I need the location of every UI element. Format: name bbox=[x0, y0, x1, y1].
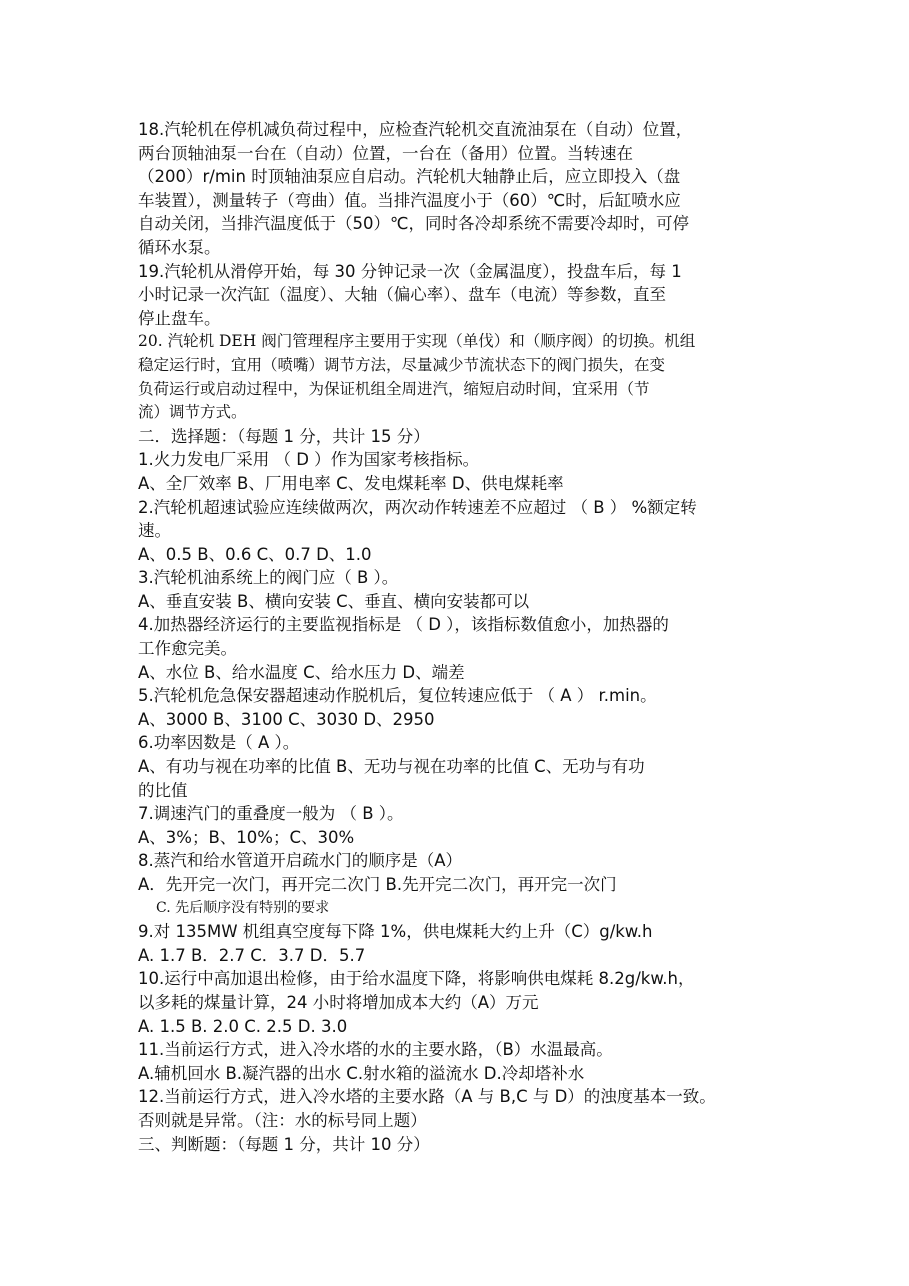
text-line: 9.对 135MW 机组真空度每下降 1%，供电煤耗大约上升（C）g/kw.h bbox=[138, 922, 653, 942]
text-line: A、有功与视在功率的比值 B、无功与视在功率的比值 C、无功与有功 bbox=[138, 757, 645, 777]
text-line: A、0.5 B、0.6 C、0.7 D、1.0 bbox=[138, 544, 372, 564]
text-line: 6.功率因数是（ A ）。 bbox=[138, 733, 300, 753]
text-line: 两台顶轴油泵一台在（自动）位置，一台在（备用）位置。当转速在 bbox=[138, 143, 633, 163]
text-line: A、全厂效率 B、厂用电率 C、发电煤耗率 D、供电煤耗率 bbox=[138, 473, 564, 493]
text-line: C. 先后顺序没有特别的要求 bbox=[156, 899, 330, 916]
text-line: A、垂直安装 B、横向安装 C、垂直、横向安装都可以 bbox=[138, 591, 530, 611]
text-line: 工作愈完美。 bbox=[138, 639, 237, 659]
document-page bbox=[138, 118, 788, 1156]
text-line: 小时记录一次汽缸（温度）、大轴（偏心率）、盘车（电流）等参数，直至 bbox=[138, 285, 666, 305]
text-line: 19.汽轮机从滑停开始，每 30 分钟记录一次（金属温度），投盘车后，每 1 bbox=[138, 261, 682, 281]
text-line: 20. 汽轮机 DEH 阀门管理程序主要用于实现（单伐）和（顺序阀）的切换。机组 bbox=[138, 332, 696, 351]
text-line: A、3%；B、10%；C、30% bbox=[138, 827, 355, 847]
text-line: A. 1.7 B．2.7 C．3.7 D．5.7 bbox=[138, 945, 366, 965]
text-line: 8.蒸汽和给水管道开启疏水门的顺序是（A） bbox=[138, 851, 463, 871]
text-line: 的比值 bbox=[138, 780, 188, 800]
text-line: 11.当前运行方式，进入冷水塔的水的主要水路，（B）水温最高。 bbox=[138, 1040, 613, 1060]
text-line: 流）调节方式。 bbox=[138, 403, 247, 422]
text-line: （200）r/min 时顶轴油泵应自启动。汽轮机大轴静止后，应立即投入（盘 bbox=[138, 167, 681, 187]
text-line: 4.加热器经济运行的主要监视指标是 （ D ），该指标数值愈小，加热器的 bbox=[138, 615, 669, 635]
text-line: A.辅机回水 B.凝汽器的出水 C.射水箱的溢流水 D.冷却塔补水 bbox=[138, 1063, 585, 1083]
text-line: 18.汽轮机在停机减负荷过程中，应检查汽轮机交直流油泵在（自动）位置， bbox=[138, 120, 693, 139]
text-line: 循环水泵。 bbox=[138, 237, 221, 257]
text-line: 5.汽轮机危急保安器超速动作脱机后，复位转速应低于 （ A ） r.min。 bbox=[138, 686, 657, 706]
text-line: 车装置），测量转子（弯曲）值。当排汽温度小于（60）℃时，后缸喷水应 bbox=[138, 190, 681, 210]
text-line: 1.火力发电厂采用 （ D ）作为国家考核指标。 bbox=[138, 450, 480, 470]
text-line: 否则就是异常。（注：水的标号同上题） bbox=[138, 1110, 427, 1130]
text-line: 12.当前运行方式，进入冷水塔的主要水路（A 与 B,C 与 D）的浊度基本一致。 bbox=[138, 1087, 716, 1107]
text-line: A. 1.5 B. 2.0 C. 2.5 D. 3.0 bbox=[138, 1016, 348, 1036]
text-line: A、水位 B、给水温度 C、给水压力 D、端差 bbox=[138, 662, 465, 682]
text-line: 负荷运行或启动过程中，为保证机组全周进汽，缩短启动时间，宜采用（节 bbox=[138, 379, 650, 398]
text-line: 7.调速汽门的重叠度一般为 （ B ）。 bbox=[138, 804, 404, 824]
text-line: 停止盘车。 bbox=[138, 308, 221, 328]
text-line: 稳定运行时，宜用（喷嘴）调节方法，尽量减少节流状态下的阀门损失，在变 bbox=[138, 355, 666, 374]
text-line: 3.汽轮机油系统上的阀门应（ B ）。 bbox=[138, 568, 399, 588]
text-line: A．先开完一次门，再开完二次门 B.先开完二次门，再开完一次门 bbox=[138, 875, 617, 894]
section-heading: 三、判断题：（每题 1 分，共计 10 分） bbox=[138, 1134, 430, 1154]
text-line: A、3000 B、3100 C、3030 D、2950 bbox=[138, 709, 435, 729]
text-line: 自动关闭，当排汽温度低于（50）℃，同时各冷却系统不需要冷却时，可停 bbox=[138, 214, 690, 234]
section-heading: 二．选择题：（每题 1 分，共计 15 分） bbox=[138, 426, 430, 446]
text-line: 2.汽轮机超速试验应连续做两次，两次动作转速差不应超过 （ B ） %额定转 bbox=[138, 497, 697, 517]
text-line: 以多耗的煤量计算，24 小时将增加成本大约（A）万元 bbox=[138, 992, 539, 1012]
text-line: 速。 bbox=[138, 521, 171, 541]
text-line: 10.运行中高加退出检修，由于给水温度下降，将影响供电煤耗 8.2g/kw.h， bbox=[138, 969, 695, 989]
